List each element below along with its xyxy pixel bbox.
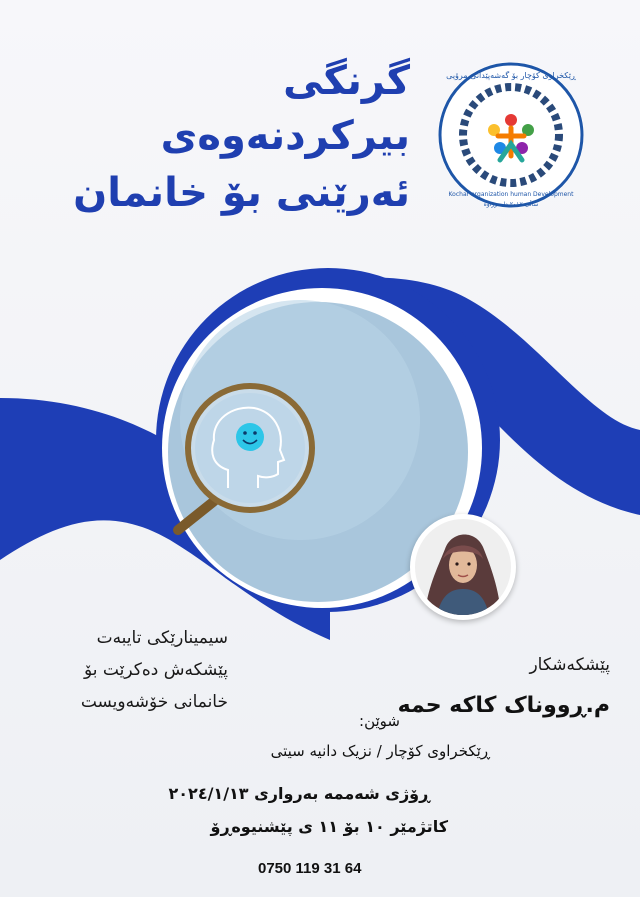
seminar-line-3: خانمانی خۆشەویست (80, 692, 228, 712)
presenter-name: م.ڕووناک کاکە حمە (397, 693, 610, 718)
location-text: ڕێکخراوی کۆچار / نزیک دانیە سیتی (270, 742, 490, 760)
seminar-line-2: پێشکەش دەکرێت بۆ (84, 660, 228, 680)
event-date: ڕۆژی شەممە بەرواری ٢٠٢٤/١/١٣ (168, 784, 430, 803)
presenter-photo (410, 514, 516, 620)
presenter-portrait-image (415, 519, 511, 615)
logo-english-text: Kochar organization human Development (448, 191, 574, 198)
title-line-1: گرنگی (283, 58, 410, 104)
logo-founded-text: ساڵی ٢٠١٧ دامەزراوە (483, 201, 539, 208)
title-line-3: ئەرێنی بۆ خانمان (73, 170, 410, 216)
event-time: کاتژمێر ١٠ بۆ ١١ ی پێشنیوەڕۆ (210, 817, 448, 836)
logo-kurdish-text: ڕێکخراوی کۆچار بۆ گەشەپێدانی مرۆیی (446, 71, 576, 80)
presenter-label: پێشکەشکار (529, 655, 610, 675)
seminar-line-1: سیمینارێکی تایبەت (96, 628, 228, 648)
location-label: شوێن: (359, 712, 400, 730)
phone-number: 0750 119 31 64 (258, 860, 362, 877)
organization-logo (436, 60, 586, 210)
title-line-2: بیرکردنەوەی (160, 113, 410, 159)
